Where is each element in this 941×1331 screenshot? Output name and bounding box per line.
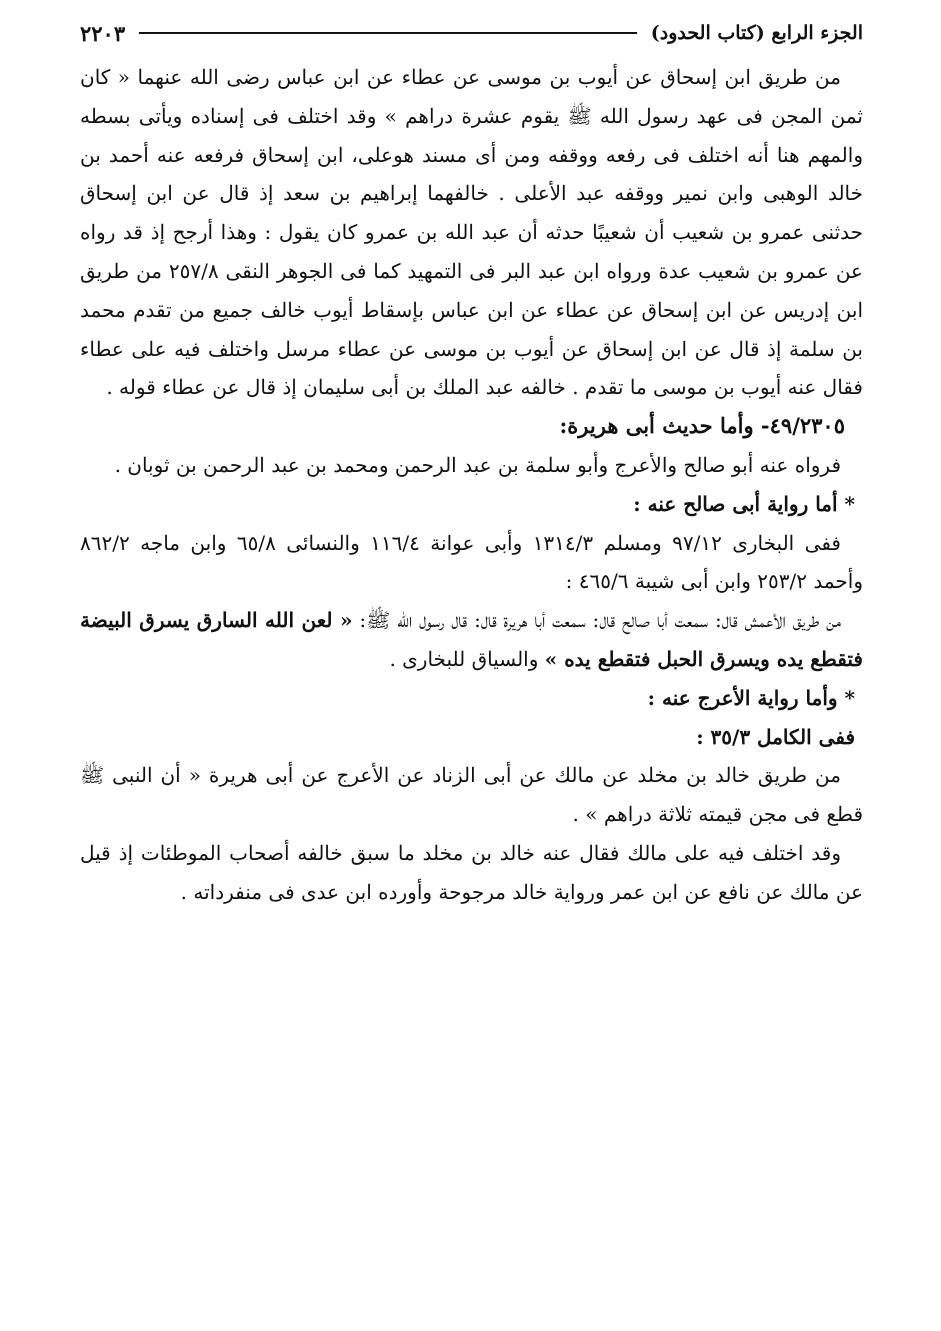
paragraph-sources-bukhari: ففى البخارى ٩٧/١٢ ومسلم ١٣١٤/٣ وأبى عوانة ١١٦/٤ والنسائى ٦٥/٨ وابن ماجه ٨٦٢/٢ وأحمد ٢٥٣/٢ وابن أبى شيبة ٤٦٥/٦ : bbox=[80, 530, 863, 594]
page-number: ٢٢٠٣ bbox=[80, 20, 126, 46]
paragraph-malik-disagreement: وقد اختلف فيه على مالك فقال عنه خالد بن مخلد ما سبق خالفه أصحاب الموطئات إذ قيل عن مالك عن نافع عن ابن عمر ورواية خالد مرجوحة وأورده ابن عدى فى منفرداته . bbox=[80, 840, 863, 904]
paragraph-khalid-route: من طريق خالد بن مخلد عن مالك عن أبى الزناد عن الأعرج عن أبى هريرة « أن النبى ﷺ قطع فى مجن قيمته ثلاثة دراهم » . bbox=[80, 763, 863, 827]
paragraph-narrators: فرواه عنه أبو صالح والأعرج وأبو سلمة بن عبد الرحمن ومحمد بن عبد الرحمن بن ثوبان . bbox=[114, 452, 841, 477]
hadith-intro: من طريق الأعمش قال: سمعت أبا صالح قال: سمعت أبا هريرة قال: قال رسول الله ﷺ: bbox=[352, 608, 841, 633]
paragraph-ibn-abbas-route: من طريق ابن إسحاق عن أيوب بن موسى عن عطاء عن ابن عباس رضى الله عنهما « كان ثمن المجن فى عهد رسول الله ﷺ يقوم عشرة دراهم » وقد اختلف فى إسناده ويأتى بسطه والمهم هنا أنه اختلف فى رفعه ووقفه ومن أى مسند هوعلى، ابن إسحاق فرفعه عنه أحمد بن خالد الوهبى وابن نمير ووقفه عبد الأعلى . خالفهما إبراهيم بن سعد إذ قال عن ابن إسحاق حدثنى عمرو بن شعيب أن شعيبًا حدثه أن عبد الله بن عمرو كان يقول : وهذا أرجح إذ قد رواه عن عمرو بن شعيب عدة ورواه ابن عبد البر فى التمهيد كما فى الجوهر النقى ٢٥٧/٨ من طريق ابن إدريس عن ابن إسحاق عن عطاء عن ابن عباس بإسقاط أيوب خالف جميع من تقدم محمد بن سلمة إذ قال عن ابن إسحاق عن أيوب بن موسى عن عطاء مرسل واختلف فيه على عطاء فقال عنه أيوب بن موسى ما تقدم . خالفه عبد الملك بن أبى سليمان إذ قال عن عطاء قوله . bbox=[80, 65, 863, 400]
page-header bbox=[80, 18, 863, 48]
subheading-araj: * وأما رواية الأعرج عنه : bbox=[647, 685, 855, 710]
running-title: الجزء الرابع (كتاب الحدود) bbox=[650, 22, 863, 44]
section-heading-abu-hurairah: ٤٩/٢٣٠٥- وأما حديث أبى هريرة: bbox=[559, 413, 845, 439]
page-body bbox=[80, 58, 863, 912]
paragraph-amash-route bbox=[80, 601, 863, 679]
subheading-abu-salih: * أما رواية أبى صالح عنه : bbox=[633, 491, 855, 516]
header-rule bbox=[139, 32, 637, 34]
hadith-quote: « لعن الله السارق يسرق البيضة فتقطع يده ويسرق الحبل فتقطع يده » bbox=[80, 608, 863, 671]
source-kamil: ففى الكامل ٣٥/٣ : bbox=[696, 724, 855, 749]
hadith-outro: والسياق للبخارى . bbox=[389, 646, 545, 671]
